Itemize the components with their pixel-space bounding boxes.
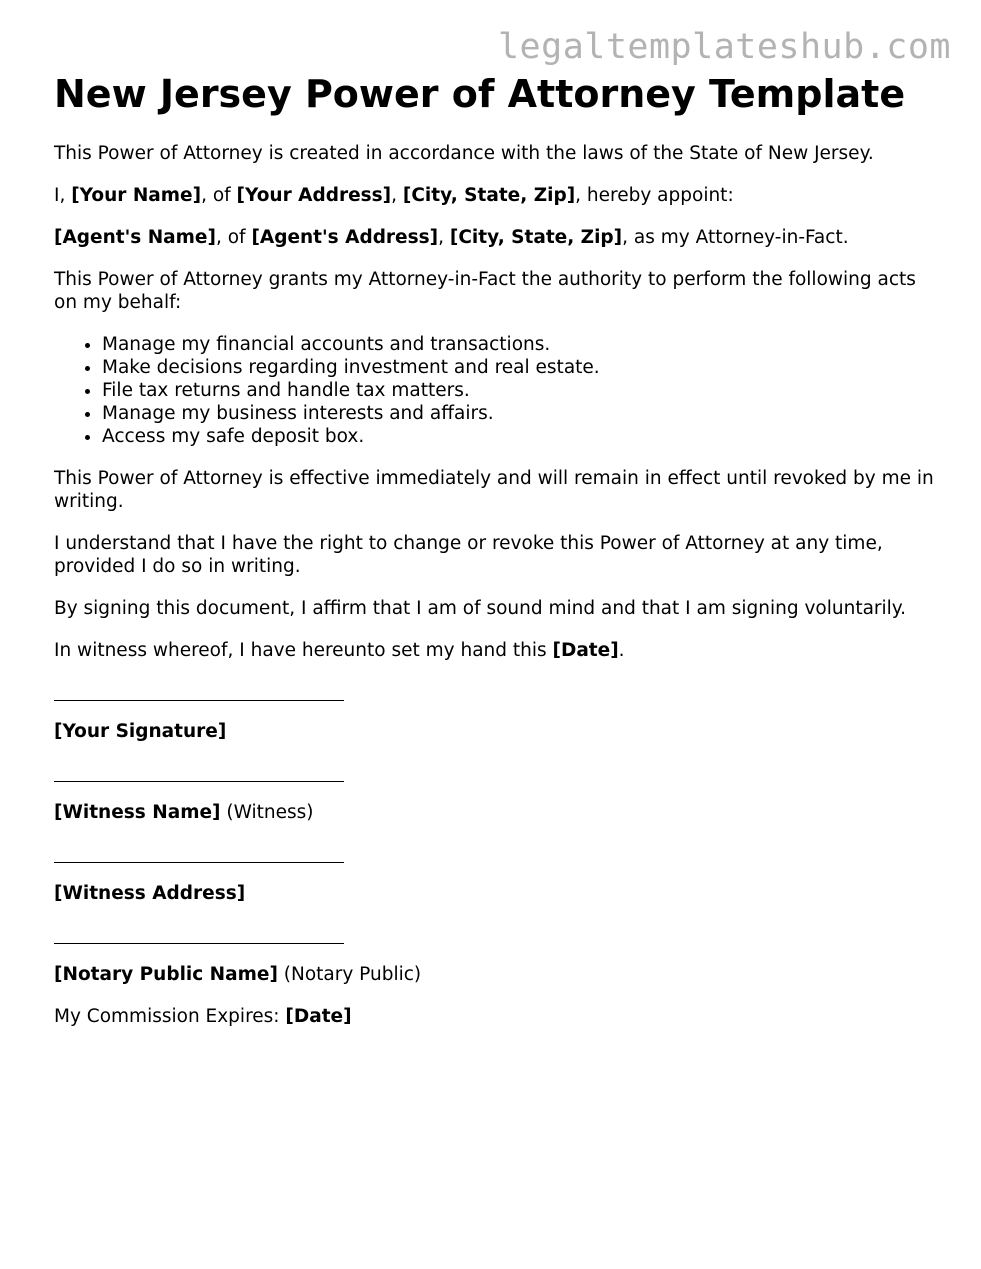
document-body [54, 72, 934, 1047]
witness-role: (Witness) [220, 802, 314, 823]
principal-city-placeholder: [City, State, Zip] [402, 185, 576, 206]
signature-placeholder: [Your Signature] [54, 721, 227, 742]
witness-clause-prefix: In witness whereof, I have hereunto set my hand this [54, 640, 553, 661]
principal-of: , of [201, 185, 237, 206]
list-item: • Manage my business interests and affairs. [102, 402, 934, 425]
principal-prefix: I, [54, 185, 72, 206]
list-item: • Manage my financial accounts and transactions. [102, 333, 934, 356]
agent-paragraph [54, 226, 934, 249]
list-item: • File tax returns and handle tax matters. [102, 379, 934, 402]
powers-list [54, 333, 934, 448]
grant-paragraph: This Power of Attorney grants my Attorney-in-Fact the authority to perform the following acts on my behalf: [54, 269, 916, 313]
commission-date-placeholder: [Date] [285, 1006, 352, 1027]
watermark-text: legaltemplateshub.com [497, 27, 951, 67]
agent-address-placeholder: [Agent's Address] [251, 227, 439, 248]
witness-clause-suffix: . [618, 640, 625, 661]
principal-address-placeholder: [Your Address] [236, 185, 392, 206]
witness-address-line [54, 843, 344, 863]
agent-name-placeholder: [Agent's Name] [54, 227, 216, 248]
notary-name-placeholder: [Notary Public Name] [54, 964, 278, 985]
principal-suffix: , hereby appoint: [575, 185, 734, 206]
notary-role: (Notary Public) [277, 964, 422, 985]
list-item: • Make decisions regarding investment and real estate. [102, 356, 934, 379]
agent-sep: , [438, 227, 450, 248]
notary-name-label [54, 963, 934, 986]
notary-line [54, 924, 344, 944]
commission-label: My Commission Expires: [54, 1006, 286, 1027]
witness-name-placeholder: [Witness Name] [54, 802, 221, 823]
agent-city-placeholder: [City, State, Zip] [449, 227, 623, 248]
principal-sep: , [391, 185, 403, 206]
list-item: • Access my safe deposit box. [102, 425, 934, 448]
witness-address-label [54, 882, 934, 905]
effective-paragraph: This Power of Attorney is effective immediately and will remain in effect until revoked by me in writing. [54, 468, 934, 512]
signature-line [54, 681, 344, 701]
intro-paragraph: This Power of Attorney is created in accordance with the laws of the State of New Jersey. [54, 143, 874, 164]
affirm-paragraph: By signing this document, I affirm that I am of sound mind and that I am signing voluntarily. [54, 598, 906, 619]
witness-name-line [54, 762, 344, 782]
principal-paragraph [54, 184, 934, 207]
document-title: New Jersey Power of Attorney Template [54, 72, 906, 116]
witness-address-placeholder: [Witness Address] [54, 883, 246, 904]
commission-paragraph [54, 1005, 934, 1028]
witness-clause-paragraph [54, 639, 934, 662]
agent-suffix: , as my Attorney-in-Fact. [622, 227, 849, 248]
principal-name-placeholder: [Your Name] [71, 185, 202, 206]
witness-clause-date-placeholder: [Date] [552, 640, 619, 661]
witness-name-label [54, 801, 934, 824]
revoke-paragraph: I understand that I have the right to change or revoke this Power of Attorney at any time, provided I do so in writing. [54, 533, 883, 577]
agent-of: , of [215, 227, 252, 248]
signature-label [54, 720, 934, 743]
